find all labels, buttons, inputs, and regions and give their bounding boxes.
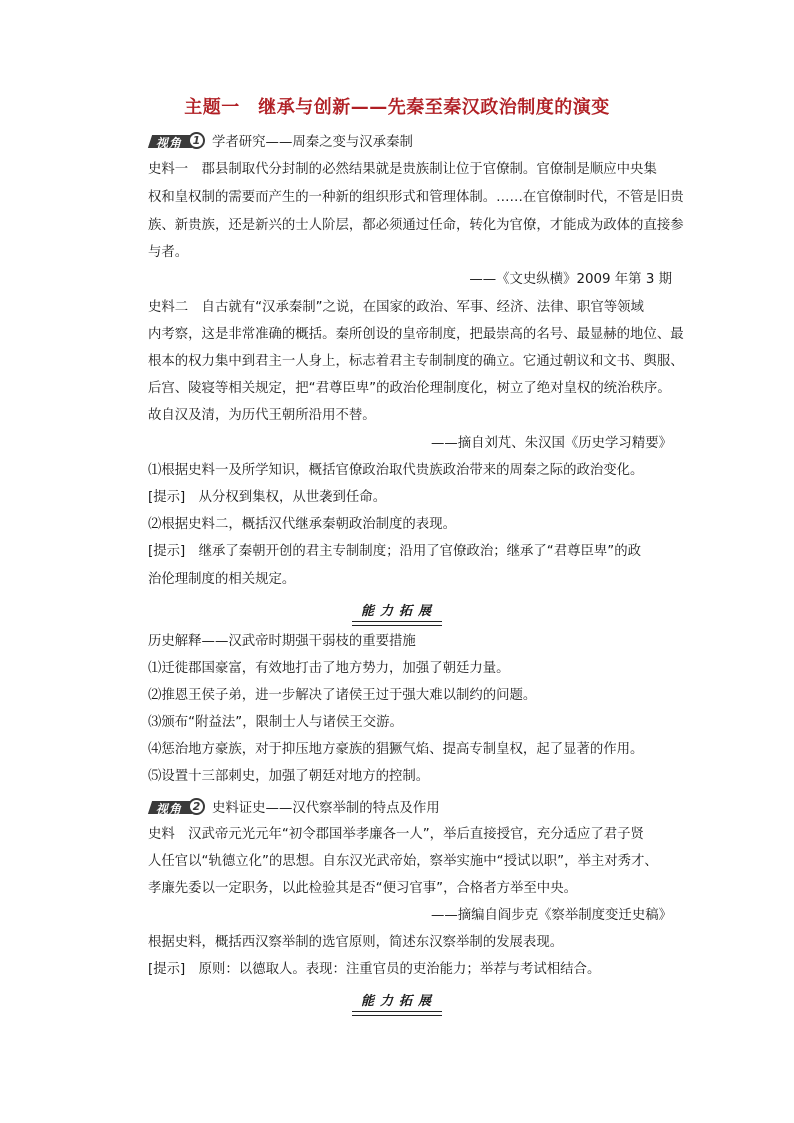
hint-1: [提示] 从分权到集权，从世袭到任命。 [148, 490, 387, 505]
question-3: 根据史料，概括西汉察举制的选官原则，简述东汉察举制的发展表现。 [148, 935, 564, 950]
view1-header [150, 131, 413, 150]
view-badge [150, 798, 206, 816]
expand-item: ⑸设置十三部刺史，加强了朝廷对地方的控制。 [148, 769, 430, 784]
expand-item: ⑵推恩王侯子弟，进一步解决了诸侯王过于强大难以制约的问题。 [148, 688, 537, 703]
expand-item: ⑷惩治地方豪族，对于抑压地方豪族的猖獗气焰、提高专制皇权，起了显著的作用。 [148, 742, 644, 757]
section-rule [352, 1011, 442, 1016]
expand-heading: 历史解释——汉武帝时期强干弱枝的重要措施 [148, 634, 416, 649]
source2-line: 内考察，这是非常准确的概括。秦所创设的皇帝制度，把最崇高的名号、最显赫的地位、最 [148, 327, 684, 342]
view-badge-text: 视角 [156, 135, 183, 150]
source3-line: 史料 汉武帝元光元年“初令郡国举孝廉各一人”，举后直接授官，充分适应了君子贤 [148, 827, 644, 842]
section-ability-expand [0, 600, 794, 626]
view-badge-number: 1 [188, 132, 205, 149]
source1-citation: ——《文史纵横》2009 年第 3 期 [469, 272, 672, 287]
source2-line: 史料二 自古就有“汉承秦制”之说，在国家的政治、军事、经济、法律、职官等领域 [148, 300, 644, 315]
source2-citation: ——摘自刘芃、朱汉国《历史学习精要》 [430, 436, 672, 451]
section-label: 能力拓展 [360, 994, 437, 1009]
source2-line: 后宫、陵寝等相关规定，把“君尊臣卑”的政治伦理制度化，树立了绝对皇权的统治秩序。 [148, 381, 671, 396]
expand-item: ⑴迁徙郡国豪富，有效地打击了地方势力，加强了朝廷力量。 [148, 661, 510, 676]
source1-line: 与者。 [148, 245, 189, 260]
question-1: ⑴根据史料一及所学知识，概括官僚政治取代贵族政治带来的周秦之际的政治变化。 [148, 463, 644, 478]
hint-2-line: [提示] 继承了秦朝开创的君主专制制度；沿用了官僚政治；继承了“君尊臣卑”的政 [148, 544, 641, 559]
view1-label: 学者研究——周秦之变与汉承秦制 [212, 135, 413, 150]
question-2: ⑵根据史料二，概括汉代继承秦朝政治制度的表现。 [148, 517, 456, 532]
section-ability-expand-2 [0, 990, 794, 1016]
view2-header [150, 797, 440, 816]
source1-line: 权和皇权制的需要而产生的一种新的组织形式和管理体制。……在官僚制时代，不管是旧贵 [148, 190, 684, 205]
source1-line: 史料一 郡县制取代分封制的必然结果就是贵族制让位于官僚制。官僚制是顺应中央集 [148, 162, 657, 177]
section-label: 能力拓展 [360, 604, 437, 619]
view2-label: 史料证史——汉代察举制的特点及作用 [212, 801, 440, 816]
view-badge-text: 视角 [156, 801, 183, 816]
source3-line: 人任官以“轨德立化”的思想。自东汉光武帝始，察举实施中“授试以职”，举主对秀才、 [148, 854, 658, 869]
source1-line: 族、新贵族，还是新兴的士人阶层，都必须通过任命，转化为官僚，才能成为政体的直接参 [148, 218, 684, 233]
view-badge-number: 2 [188, 798, 205, 815]
view-badge [150, 132, 206, 150]
section-rule [352, 621, 442, 626]
source2-line: 根本的权力集中到君主一人身上，标志着君主专制制度的确立。它通过朝议和文书、舆服、 [148, 354, 684, 369]
expand-item: ⑶颁布“附益法”，限制士人与诸侯王交游。 [148, 715, 403, 730]
source2-line: 故自汉及清，为历代王朝所沿用不替。 [148, 408, 376, 423]
source3-citation: ——摘编自阎步克《察举制度变迁史稿》 [430, 908, 672, 923]
page-title: 主题一 继承与创新——先秦至秦汉政治制度的演变 [184, 97, 610, 118]
hint-2-line: 治伦理制度的相关规定。 [148, 572, 296, 587]
hint-3: [提示] 原则：以德取人。表现：注重官员的吏治能力；举荐与考试相结合。 [148, 962, 601, 977]
source3-line: 孝廉先委以一定职务，以此检验其是否“便习官事”，合格者方举至中央。 [148, 881, 577, 896]
